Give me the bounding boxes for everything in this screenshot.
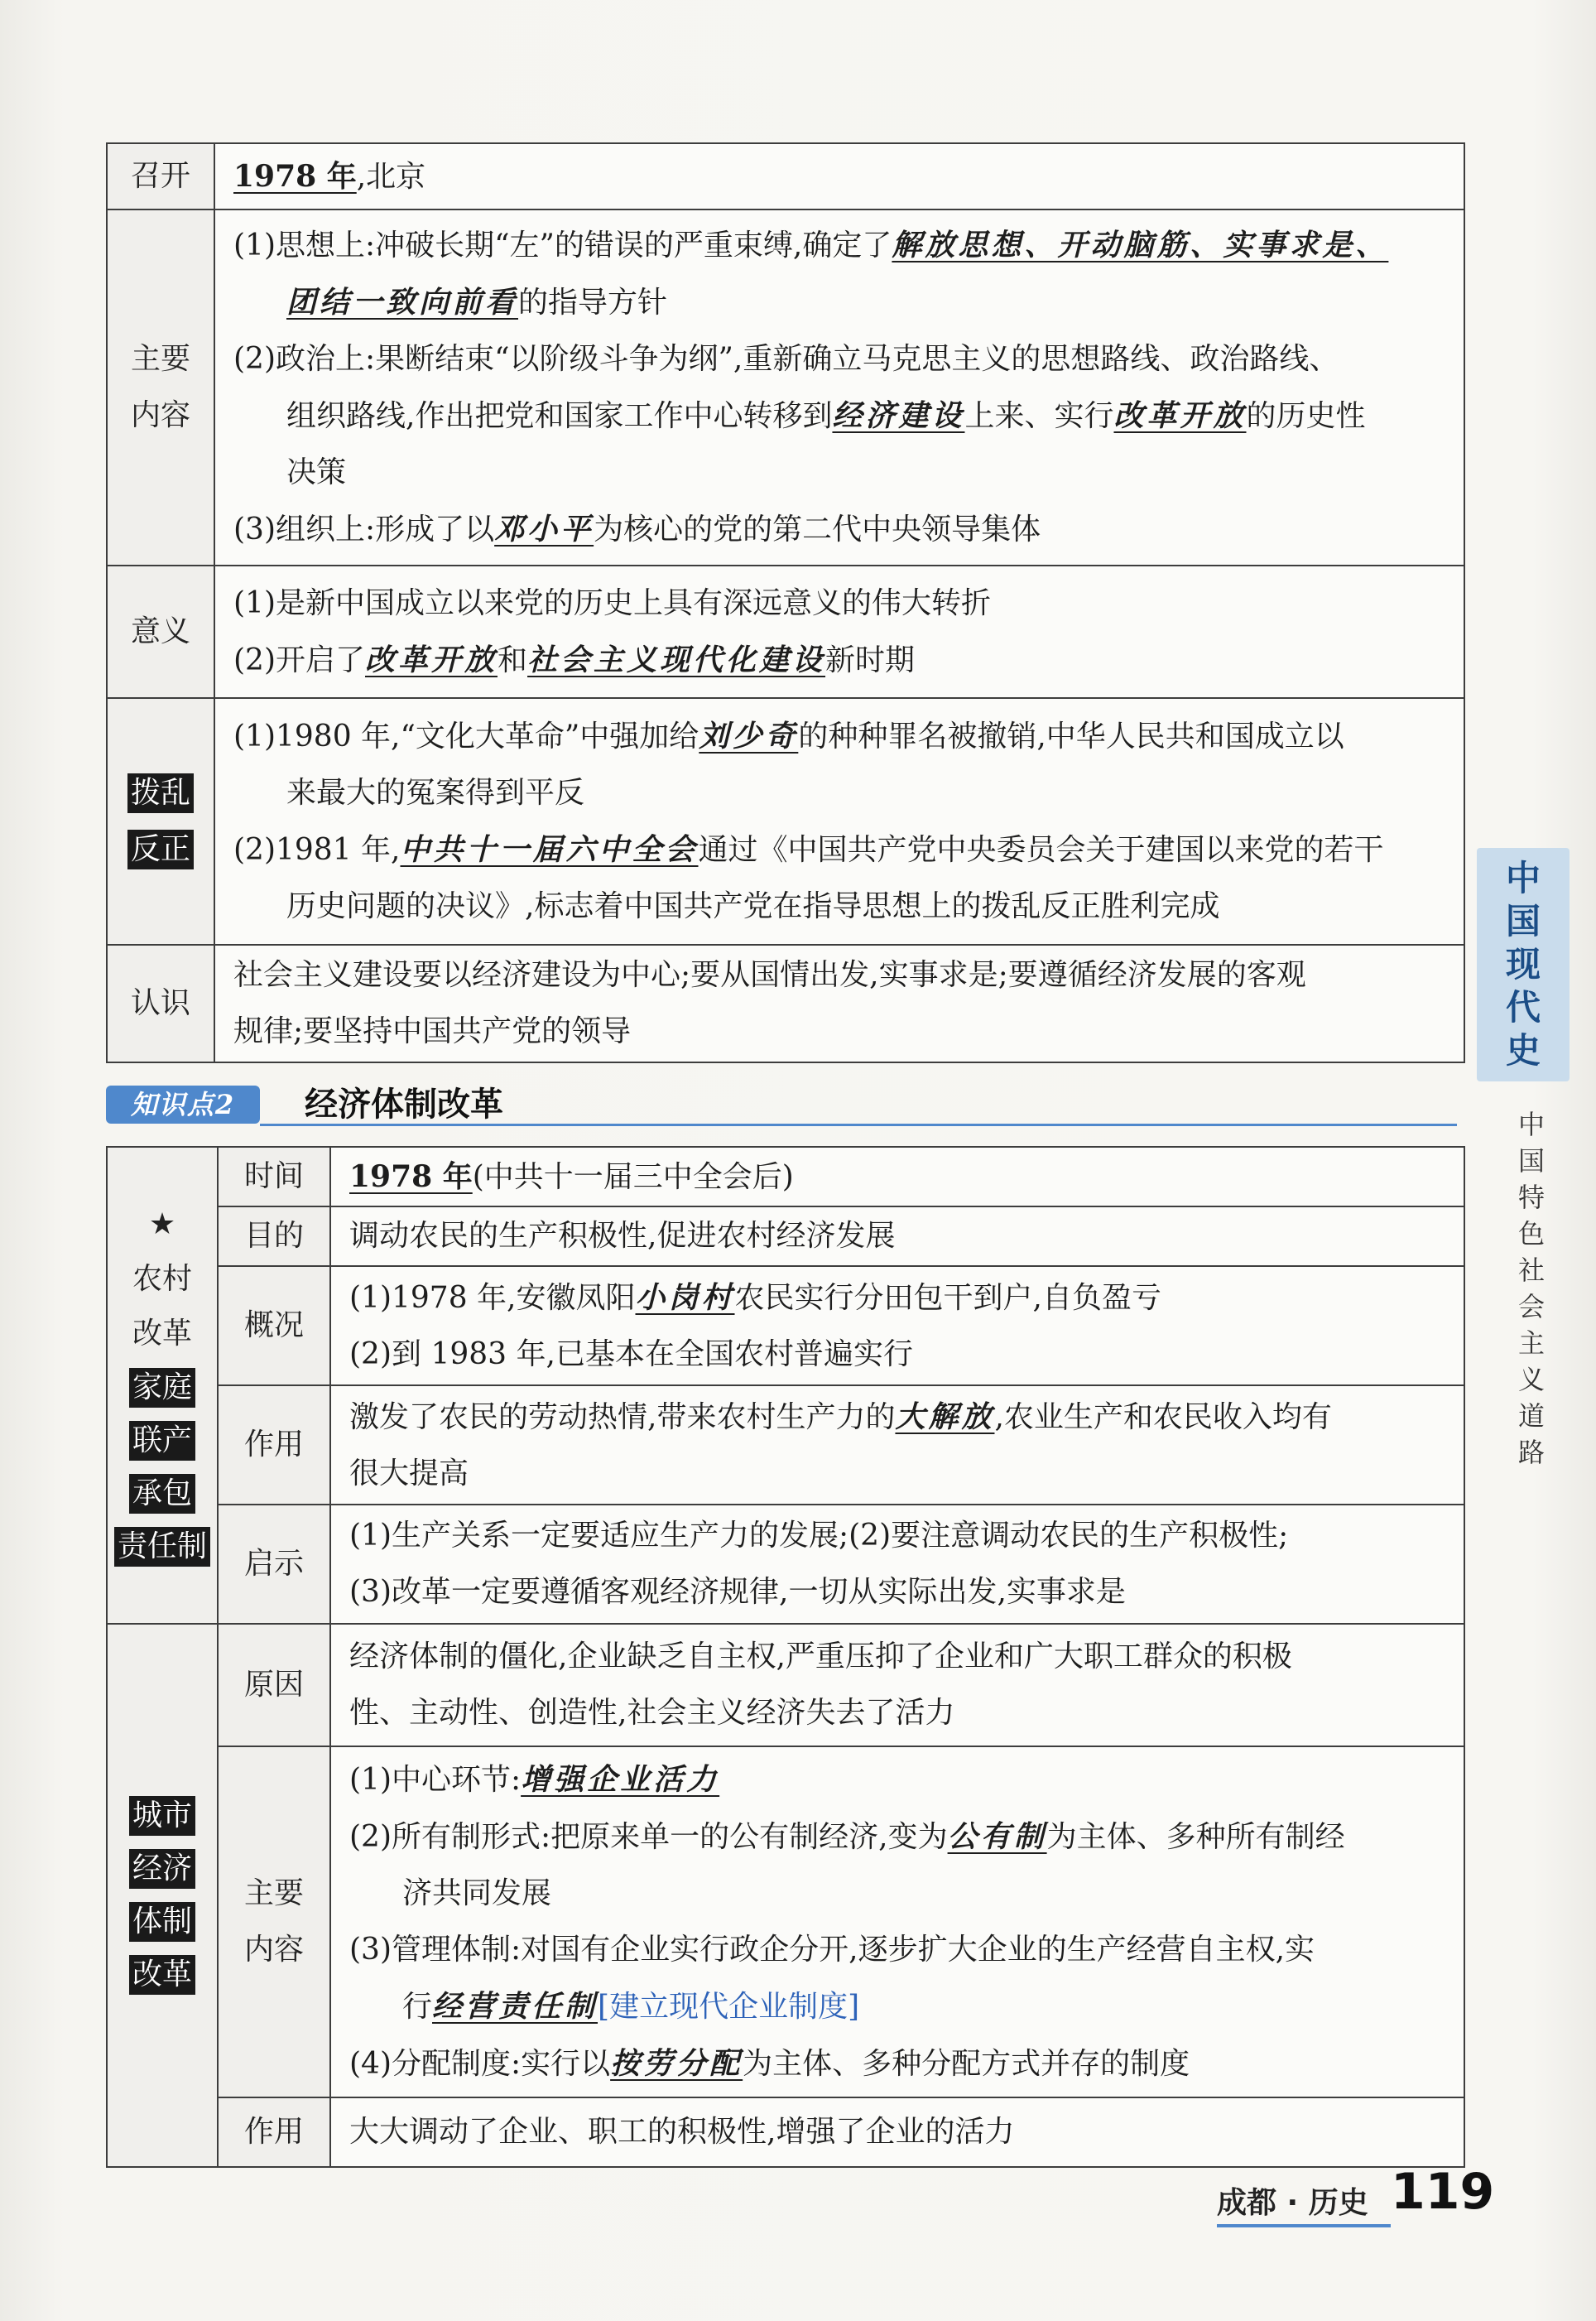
- header-tag: 联产: [129, 1421, 195, 1461]
- row-header: 认识: [107, 945, 214, 1062]
- row-header: 启示: [218, 1505, 330, 1624]
- group-header-rural: ★ 农村 改革 家庭 联产 承包 责任制: [107, 1147, 218, 1624]
- table-row: 拨乱 反正 (1)1980 年,“文化大革命”中强加给刘少奇的种种罪名被撤销,中华人民共和国成立以 来最大的冤案得到平反 (2)1981 年,中共十一届六中全会通过《中国共产党中央委员会关于建国以来党的若干 历史问题的决议》,标志着中国共产党在指导思想上的拨乱反正胜利完成: [107, 698, 1464, 945]
- table-row: 主要 内容 (1)中心环节:增强企业活力 (2)所有制形式:把原来单一的公有制经济,变为公有制为主体、多种所有制经 济共同发展 (3)管理体制:对国有企业实行政企分开,逐步扩大企业的生产经营自主权,实 行经营责任制[建立现代企业制度] (4)分配制度:实行以按劳分配为主体、多种分配方式并存的制度: [107, 1746, 1464, 2097]
- chapter-tab: 中 国 现 代 史: [1477, 848, 1570, 1081]
- keyword: 解放思想、开动脑筋、实事求是、: [892, 228, 1389, 262]
- row-header: 意义: [107, 566, 214, 698]
- keyword: 中共十一届六中全会: [400, 832, 699, 867]
- row-header: 召开: [107, 143, 214, 209]
- row-header: 主要 内容: [107, 209, 214, 566]
- header-tag: 拨乱: [127, 773, 194, 813]
- keyword: 改革开放: [1113, 398, 1247, 433]
- footer-underline: [1217, 2224, 1391, 2227]
- keyword: 大解放: [895, 1399, 995, 1434]
- header-tag: 体制: [129, 1902, 195, 1942]
- section-title: 经济体制改革: [305, 1086, 503, 1124]
- section-side-label: 中 国 特 色 社 会 主 义 道 路: [1517, 1109, 1545, 1468]
- keyword: 社会主义现代化建设: [527, 642, 826, 677]
- table-row: 目的 调动农民的生产积极性,促进农村经济发展: [107, 1206, 1464, 1266]
- header-tag: 反正: [127, 830, 194, 869]
- table-row: 概况 (1)1978 年,安徽凤阳小岗村农民实行分田包干到户,自负盈亏 (2)到 1983 年,已基本在全国农村普遍实行: [107, 1266, 1464, 1385]
- section-underline: [260, 1124, 1457, 1126]
- table-row: 作用 激发了农民的劳动热情,带来农村生产力的大解放,农业生产和农民收入均有 很大提高: [107, 1385, 1464, 1505]
- keyword: 增强企业活力: [521, 1762, 720, 1797]
- keyword: 邓小平: [494, 512, 594, 547]
- star-icon: ★: [148, 1207, 176, 1241]
- page-footer: [1217, 2163, 1495, 2237]
- row-header: [107, 698, 214, 945]
- table-economic-reform: [106, 1146, 1465, 2168]
- section-badge: 知识点2: [106, 1086, 260, 1124]
- row-header: 时间: [218, 1147, 330, 1206]
- note-text: [建立现代企业制度]: [598, 1990, 860, 2024]
- group-header-urban: [107, 1624, 218, 2167]
- row-header: 原因: [218, 1624, 330, 1746]
- keyword: 小岗村: [635, 1279, 735, 1315]
- table-row: 启示 (1)生产关系一定要适应生产力的发展;(2)要注意调动农民的生产积极性; (3)改革一定要遵循客观经济规律,一切从实际出发,实事求是: [107, 1505, 1464, 1624]
- keyword: 经营责任制: [432, 1989, 598, 2024]
- table-row: 召开 1978 年,北京: [107, 143, 1464, 209]
- header-tag: 改革: [129, 1955, 195, 1995]
- table-third-plenum: [106, 142, 1465, 1063]
- highlight-year: 1978 年: [349, 1158, 473, 1194]
- row-header: 目的: [218, 1206, 330, 1266]
- row-header: 作用: [218, 2097, 330, 2167]
- header-tag: 家庭: [129, 1368, 195, 1408]
- keyword: 改革开放: [365, 642, 498, 677]
- row-header: 概况: [218, 1266, 330, 1385]
- header-tag: 城市: [129, 1796, 195, 1836]
- table-row: 主要 内容 (1)思想上:冲破长期“左”的错误的严重束缚,确定了解放思想、开动脑筋、实事求是、 团结一致向前看的指导方针 (2)政治上:果断结束“以阶级斗争为纲”,重新确立马克思主义的思想路线、政治路线、 组织路线,作出把党和国家工作中心转移到经济建设上来、实行改革开放的历史性 决策 (3)组织上:形成了以邓小平为核心的党的第二代中央领导集体: [107, 209, 1464, 566]
- section-header: [106, 1081, 1457, 1127]
- table-row: ★ 农村 改革 家庭 联产 承包 责任制 时间 1978 年(中共十一届三中全会后): [107, 1147, 1464, 1206]
- page-number: 119: [1391, 2163, 1495, 2221]
- highlight-year: 1978 年: [233, 158, 357, 194]
- table-row: 作用 大大调动了企业、职工的积极性,增强了企业的活力: [107, 2097, 1464, 2167]
- table-row: 意义 (1)是新中国成立以来党的历史上具有深远意义的伟大转折 (2)开启了改革开放和社会主义现代化建设新时期: [107, 566, 1464, 698]
- table-row: 认识 社会主义建设要以经济建设为中心;要从国情出发,实事求是;要遵循经济发展的客观 规律;要坚持中国共产党的领导: [107, 945, 1464, 1062]
- table-row: 城市 经济 体制 改革 原因 经济体制的僵化,企业缺乏自主权,严重压抑了企业和广大职工群众的积极 性、主动性、创造性,社会主义经济失去了活力: [107, 1624, 1464, 1746]
- header-tag: 经济: [129, 1849, 195, 1889]
- keyword: 按劳分配: [610, 2046, 743, 2081]
- row-header: 作用: [218, 1385, 330, 1505]
- keyword: 经济建设: [832, 398, 965, 433]
- header-tag: 责任制: [114, 1527, 210, 1567]
- keyword: 公有制: [947, 1819, 1047, 1854]
- row-header: 主要 内容: [218, 1746, 330, 2097]
- keyword: 团结一致向前看: [286, 285, 519, 320]
- keyword: 刘少奇: [699, 719, 799, 754]
- header-tag: 承包: [129, 1474, 195, 1514]
- footer-label: 成都 · 历史: [1217, 2186, 1368, 2220]
